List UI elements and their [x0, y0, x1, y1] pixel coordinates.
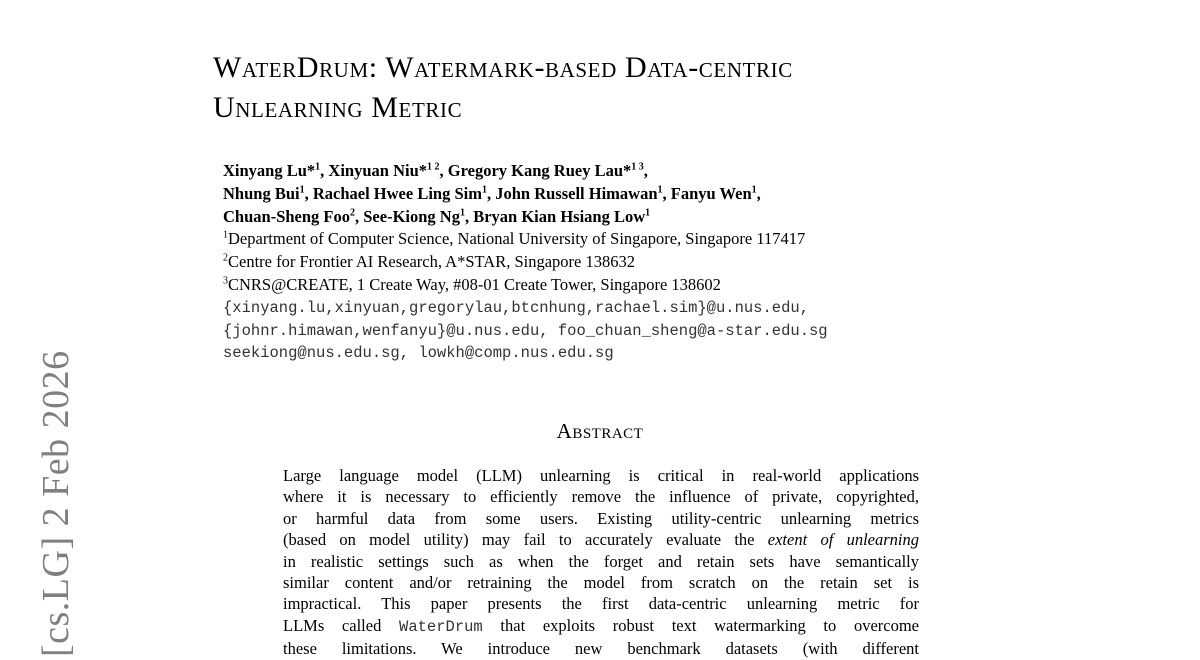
paper-title-line-1: WaterDrum: Watermark-based Data-centric [213, 51, 793, 84]
author-affiliation-mark: 1 [481, 184, 487, 196]
method-name-code: WaterDrum [399, 617, 483, 636]
author-name: Bryan Kian Hsiang Low [473, 206, 646, 226]
paper-title-line-2: Unlearning Metric [213, 91, 463, 124]
email-list [223, 297, 828, 365]
abstract-heading: Abstract [556, 419, 644, 443]
abstract-body [283, 465, 919, 660]
abstract-line: Large language model (LLM) unlearning is critical in real-world applications [283, 466, 919, 485]
author-name: John Russell Himawan [495, 183, 658, 203]
author-name: Xinyang Lu* [223, 161, 316, 180]
email-line: {johnr.himawan,wenfanyu}@u.nus.edu, foo_chuan_sheng@a-star.edu.sg [223, 321, 828, 340]
affiliation-mark: 3 [223, 275, 228, 287]
author-name: Fanyu Wen [670, 183, 752, 203]
arxiv-side-stamp: [cs.LG] 2 Feb 2026 [35, 350, 77, 657]
affiliation-text: Centre for Frontier AI Research, A*STAR, Singapore 138632 [228, 252, 635, 272]
abstract-line: impractical. This paper presents the first data-centric unlearning metric for [283, 594, 919, 614]
author-name: Xinyuan Niu* [328, 161, 428, 180]
abstract-line: these limitations. We introduce new benchmark datasets (with different [283, 639, 919, 659]
author-affiliation-mark: 1 [459, 207, 465, 219]
affiliation-mark: 2 [223, 252, 228, 264]
affiliation-line [223, 251, 828, 274]
author-row: Chuan-Sheng Foo$^2$, See-Kiong Ng$^1$, Bryan Kian Hsiang Low$^1$ [223, 206, 651, 226]
author-name: Nhung Bui [223, 183, 300, 203]
affiliation-text: Department of Computer Science, National University of Singapore, Singapore 117417 [228, 229, 806, 249]
author-name: Chuan-Sheng Foo [223, 206, 350, 226]
affiliation-list [223, 228, 828, 296]
author-affiliation-mark: 1 [315, 161, 321, 173]
author-row: Xinyang Lu*$^1$, Xinyuan Niu*$^{1 2}$, Gregory Kang Ruey Lau*$^{1 3}$, [223, 161, 648, 180]
email-line: {xinyang.lu,xinyuan,gregorylau,btcnhung,rachael.sim}@u.nus.edu, [223, 298, 809, 317]
abstract-line: (based on model utility) may fail to accurately evaluate the extent of unlearning [283, 530, 920, 550]
affiliation-line [223, 228, 828, 251]
author-name: See-Kiong Ng [363, 206, 460, 226]
author-affiliation-mark: 1 [751, 184, 757, 196]
author-name: Gregory Kang Ruey Lau* [447, 161, 632, 180]
abstract-line: or harmful data from some users. Existing utility-centric unlearning metrics [283, 508, 919, 528]
abstract-line: where it is necessary to efficiently remove the influence of private, copyrighted, [283, 487, 919, 507]
abstract-line: LLMs called WaterDrum that exploits robust text watermarking to overcome [283, 615, 920, 636]
affiliation-mark: 1 [223, 229, 228, 241]
affiliation-line [223, 274, 828, 297]
abstract-line: in realistic settings such as when the forget and retain sets have semantically [283, 551, 919, 571]
author-affiliation-mark: 1 3 [631, 161, 644, 173]
email-line: seekiong@nus.edu.sg, lowkh@comp.nus.edu.sg [223, 344, 614, 363]
author-affiliation-mark: 1 [657, 184, 663, 196]
author-affiliation-mark: 1 [299, 184, 305, 196]
author-affiliation-mark: 2 [350, 207, 355, 219]
author-row: Nhung Bui$^1$, Rachael Hwee Ling Sim$^1$, John Russell Himawan$^1$, Fanyu Wen$^1$, [223, 183, 761, 203]
paper-title [213, 48, 1013, 128]
emphasis-text: extent of unlearning [767, 530, 920, 550]
affiliation-text: CNRS@CREATE, 1 Create Way, #08-01 Create Tower, Singapore 138602 [228, 274, 721, 294]
author-affiliation-mark: 1 [645, 207, 651, 219]
abstract-line: similar content and/or retraining the model from scratch on the retain set is [283, 573, 919, 593]
author-affiliation-mark: 1 2 [427, 161, 440, 173]
author-name: Rachael Hwee Ling Sim [312, 183, 482, 203]
author-block [223, 160, 828, 365]
